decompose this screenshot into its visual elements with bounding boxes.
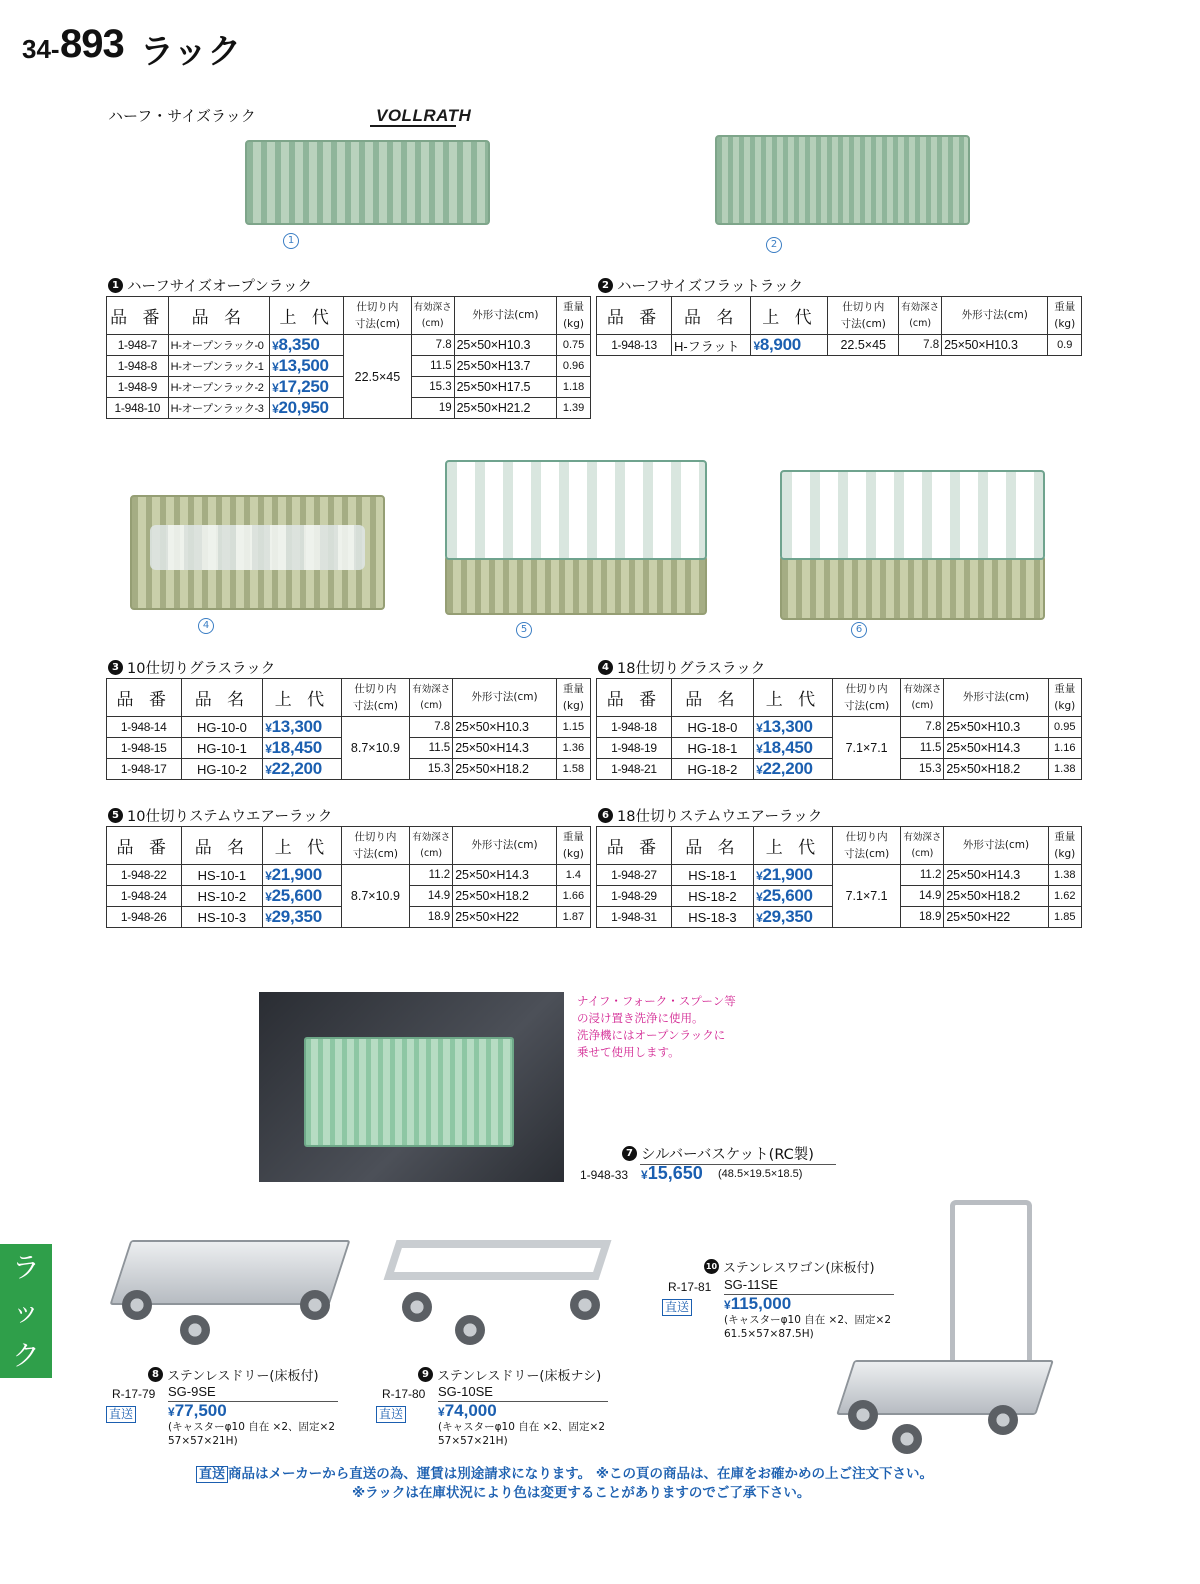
image-number-4: 4	[198, 618, 214, 634]
table-3: 品 番 品 名 上 代 仕切り内 寸法(cm) 有効深さ (cm) 外形寸法(cm) 重量 (kg) 1-948-14 HG-10-0 ¥13,300 8.7×10.9 7.8 25×50×H10.3 1.15 1-948-15 HG-10-1 ¥18,450 11.5 25×50×H14.3 1.36 1-948-17 HG-10-2 ¥22,200 15.3 25×50×H18.2 1.58	[106, 678, 591, 780]
table-row: 1-948-18 HG-18-0 ¥13,300 7.1×7.1 7.8 25×50×H10.3 0.95	[597, 717, 1082, 738]
category-side-tab: ラ ッ ク	[0, 1244, 52, 1378]
table-row: 1-948-7 H-オープンラック-0 ¥8,350 22.5×45 7.8 25×50×H10.3 0.75	[107, 335, 591, 356]
basket-size: (48.5×19.5×18.5)	[718, 1168, 803, 1180]
caster-icon	[180, 1315, 210, 1345]
table-row: 1-948-31 HS-18-3 ¥29,350 18.9 25×50×H22 1.85	[597, 907, 1082, 928]
header-weight: 重量 (kg)	[557, 297, 591, 335]
header-name: 品 名	[168, 297, 269, 335]
table-6: 品 番 品 名 上 代 仕切り内 寸法(cm) 有効深さ (cm) 外形寸法(cm) 重量 (kg) 1-948-27 HS-18-1 ¥21,900 7.1×7.1 11.2 25×50×H14.3 1.38 1-948-29 HS-18-2 ¥25,600 14.9 25×50×H18.2 1.62 1-948-31 HS-18-3 ¥29,350 18.9 25×50×H22 1.85	[596, 826, 1082, 928]
caster-icon	[988, 1405, 1018, 1435]
dolly-8-title: 8 ステンレスドリー(床板付)	[148, 1365, 319, 1384]
caster-icon	[122, 1290, 152, 1320]
header-depth: 有効深さ (cm)	[411, 297, 454, 335]
image-number-5: 5	[516, 622, 532, 638]
basket-code: 1-948-33	[580, 1168, 629, 1182]
wagon-10-model: SG-11SE	[724, 1277, 778, 1292]
dolly-8-note: (キャスターφ10 自在 ×2、固定×2 57×57×21H)	[168, 1421, 336, 1447]
header-outer: 外形寸法(cm)	[454, 297, 556, 335]
footer-line-1: 直送 商品はメーカーから直送の為、運賃は別途請求になります。 ※この頁の商品は、在庫をお確かめの上ご注文下さい。	[196, 1462, 933, 1482]
badge-1: 1	[108, 278, 123, 293]
stem-rack-10-extender-image	[445, 460, 707, 560]
image-number-2: 2	[766, 237, 782, 253]
table-2-title-text: ハーフサイズフラットラック	[617, 279, 804, 295]
caster-icon	[402, 1292, 432, 1322]
wagon-10-note: (キャスターφ10 自在 ×2、固定×2 61.5×57×87.5H)	[724, 1314, 892, 1340]
table-row: 1-948-15 HG-10-1 ¥18,450 11.5 25×50×H14.3 1.36	[107, 738, 591, 759]
table-5: 品 番 品 名 上 代 仕切り内 寸法(cm) 有効深さ (cm) 外形寸法(cm) 重量 (kg) 1-948-22 HS-10-1 ¥21,900 8.7×10.9 11.2 25×50×H14.3 1.4 1-948-24 HS-10-2 ¥25,600 14.9 25×50×H18.2 1.66 1-948-26 HS-10-3 ¥29,350 18.9 25×50×H22 1.87	[106, 826, 591, 928]
footer-line-2: ※ラックは在庫状況により色は変更することがありますのでご了承下さい。	[352, 1485, 811, 1501]
header-inner: 仕切り内 寸法(cm)	[344, 297, 411, 335]
table-row: 1-948-19 HG-18-1 ¥18,450 11.5 25×50×H14.3 1.16	[597, 738, 1082, 759]
stem-rack-18-base-image	[780, 555, 1045, 620]
table-row: 1-948-21 HG-18-2 ¥22,200 15.3 25×50×H18.2 1.38	[597, 759, 1082, 780]
basket-note: ナイフ・フォーク・スプーン等 の浸け置き洗浄に使用。 洗浄機にはオープンラックに 乗せて使用します。	[577, 994, 736, 1059]
table-row: 1-948-24 HS-10-2 ¥25,600 14.9 25×50×H18.2 1.66	[107, 886, 591, 907]
dolly-8-model: SG-9SE	[168, 1384, 216, 1399]
dolly-9-model: SG-10SE	[438, 1384, 493, 1399]
page-number: 893	[60, 22, 124, 66]
header-price: 上 代	[270, 297, 344, 335]
wagon-10-code: R-17-81	[668, 1280, 712, 1294]
wagon-10-direct-badge: 直送	[662, 1299, 692, 1316]
table-row: 1-948-22 HS-10-1 ¥21,900 8.7×10.9 11.2 25×50×H14.3 1.4	[107, 865, 591, 886]
image-number-1: 1	[283, 233, 299, 249]
silver-basket-photo	[259, 992, 564, 1182]
basket-price: ¥15,650	[641, 1163, 703, 1183]
table-5-title: 5 10仕切りステムウエアーラック	[108, 805, 332, 826]
table-2-title	[598, 275, 803, 296]
image-number-6: 6	[851, 622, 867, 638]
table-1-title-text: ハーフサイズオープンラック	[127, 279, 313, 295]
open-rack-image	[245, 140, 490, 225]
flat-rack-image	[715, 135, 970, 225]
table-row: 1-948-27 HS-18-1 ¥21,900 7.1×7.1 11.2 25×50×H14.3 1.38	[597, 865, 1082, 886]
dolly-8-code: R-17-79	[112, 1387, 156, 1401]
table-row: 1-948-10 H-オープンラック-3 ¥20,950 19 25×50×H21.2 1.39	[107, 398, 591, 419]
wagon-10-price: ¥115,000	[724, 1294, 792, 1313]
caster-icon	[848, 1400, 878, 1430]
table-row: 1-948-17 HG-10-2 ¥22,200 15.3 25×50×H18.2 1.58	[107, 759, 591, 780]
glasses-image	[150, 525, 365, 570]
dolly-8-price: ¥77,500	[168, 1401, 227, 1420]
table-4: 品 番 品 名 上 代 仕切り内 寸法(cm) 有効深さ (cm) 外形寸法(cm) 重量 (kg) 1-948-18 HG-18-0 ¥13,300 7.1×7.1 7.8 25×50×H10.3 0.95 1-948-19 HG-18-1 ¥18,450 11.5 25×50×H14.3 1.16 1-948-21 HG-18-2 ¥22,200 15.3 25×50×H18.2 1.38	[596, 678, 1082, 780]
basket-title: 7 シルバーバスケット(RC製)	[622, 1143, 814, 1164]
dolly-9-direct-badge: 直送	[376, 1406, 406, 1423]
section-title: ハーフ・サイズラック	[108, 107, 256, 125]
header-code: 品 番	[107, 297, 169, 335]
silver-basket-image	[304, 1037, 514, 1147]
brand-underline	[370, 125, 456, 127]
table-row: 1-948-13 H-フラット ¥8,900 22.5×45 7.8 25×50×H10.3 0.9	[597, 335, 1082, 356]
page-title: ラック	[140, 32, 242, 72]
caster-icon	[892, 1424, 922, 1454]
wagon-10-title: 10 ステンレスワゴン(床板付)	[705, 1261, 875, 1276]
table-row: 1-948-29 HS-18-2 ¥25,600 14.9 25×50×H18.2 1.62	[597, 886, 1082, 907]
table-6-title: 6 18仕切りステムウエアーラック	[598, 805, 822, 826]
table-row: 1-948-14 HG-10-0 ¥13,300 8.7×10.9 7.8 25×50×H10.3 1.15	[107, 717, 591, 738]
brand-logo: VOLLRATH	[376, 106, 472, 125]
dolly-9-image	[384, 1240, 612, 1280]
dolly-9-title: 9 ステンレスドリー(床板ナシ)	[418, 1365, 601, 1384]
table-2: 品 番 品 名 上 代 仕切り内 寸法(cm) 有効深さ (cm) 外形寸法(cm) 重量 (kg) 1-948-13 H-フラット ¥8,900 22.5×45 7.8 25×50×H10.3 0.9	[596, 296, 1082, 356]
stem-rack-18-extender-image	[780, 470, 1045, 560]
table-1	[106, 296, 591, 419]
caster-icon	[455, 1315, 485, 1345]
table-3-title: 3 10仕切りグラスラック	[108, 657, 275, 678]
dolly-9-code: R-17-80	[382, 1387, 426, 1401]
table-row: 1-948-26 HS-10-3 ¥29,350 18.9 25×50×H22 1.87	[107, 907, 591, 928]
page-prefix: 34-	[22, 34, 60, 64]
wagon-10-handle-image	[950, 1200, 1032, 1370]
table-row: 1-948-8 H-オープンラック-1 ¥13,500 11.5 25×50×H13.7 0.96	[107, 356, 591, 377]
badge-2: 2	[598, 278, 613, 293]
table-1-title	[108, 275, 312, 296]
table-row: 1-948-9 H-オープンラック-2 ¥17,250 15.3 25×50×H17.5 1.18	[107, 377, 591, 398]
footer-direct-badge: 直送	[196, 1466, 228, 1483]
caster-icon	[570, 1290, 600, 1320]
inner-size: 22.5×45	[344, 335, 411, 419]
dolly-9-price: ¥74,000	[438, 1401, 497, 1420]
stem-rack-10-base-image	[445, 555, 707, 615]
table-4-title: 4 18仕切りグラスラック	[598, 657, 765, 678]
caster-icon	[300, 1290, 330, 1320]
dolly-8-direct-badge: 直送	[106, 1406, 136, 1423]
dolly-9-note: (キャスターφ10 自在 ×2、固定×2 57×57×21H)	[438, 1421, 606, 1447]
